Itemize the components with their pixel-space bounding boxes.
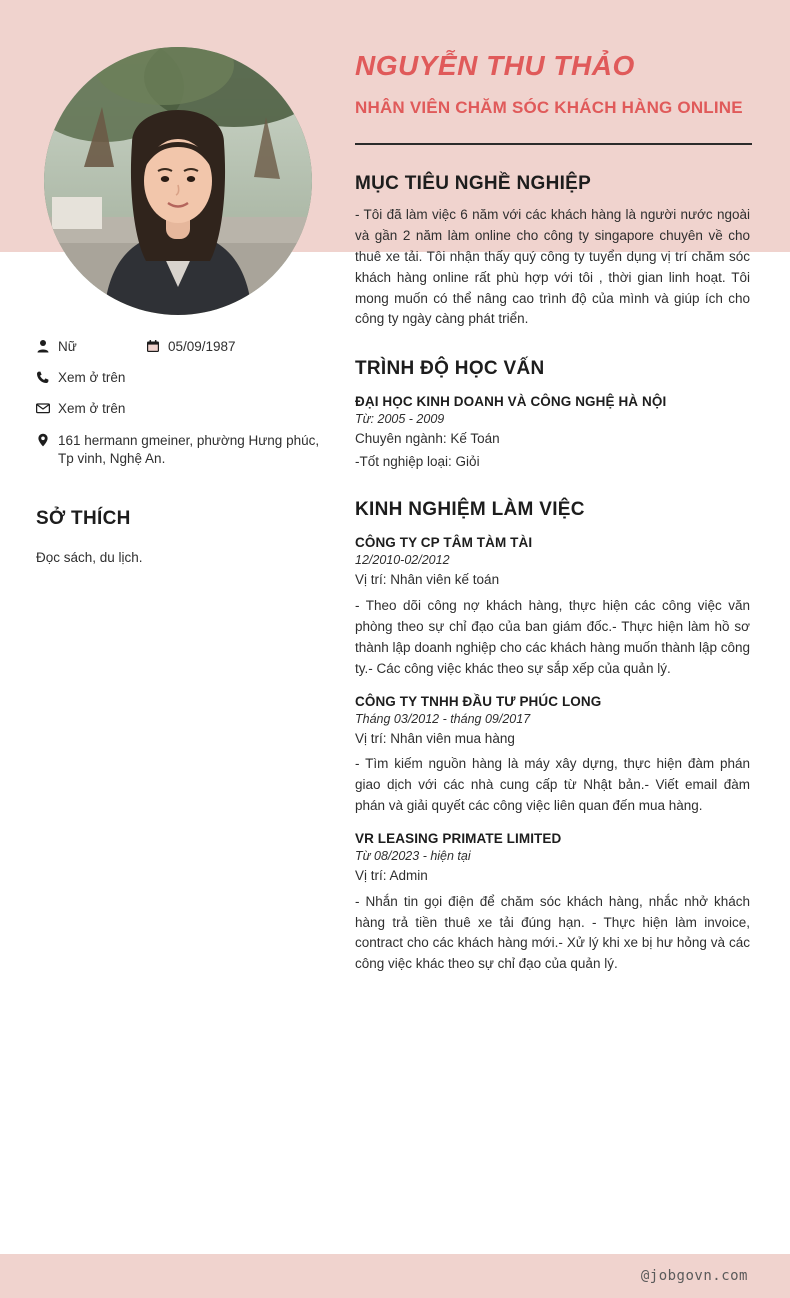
objective-title: MỤC TIÊU NGHỀ NGHIỆP — [355, 172, 592, 194]
birthdate-value: 05/09/1987 — [168, 339, 236, 354]
info-row-email — [36, 400, 326, 418]
hobbies-text: Đọc sách, du lịch. — [36, 550, 143, 565]
page-title: NGUYỄN THU THẢO — [355, 50, 635, 81]
experience-title: KINH NGHIỆM LÀM VIỆC — [355, 499, 585, 521]
education-result: -Tốt nghiệp loại: Giỏi — [355, 453, 480, 469]
footer-band — [0, 1254, 790, 1298]
phone-icon — [36, 369, 58, 384]
location-pin-icon — [36, 432, 58, 447]
right-column — [338, 0, 790, 1001]
experience-entry — [355, 694, 750, 817]
info-gender — [36, 338, 146, 356]
experience-entry — [355, 831, 750, 975]
education-school: ĐẠI HỌC KINH DOANH VÀ CÔNG NGHỆ HÀ NỘI — [355, 394, 667, 410]
contact-info-list — [36, 338, 326, 481]
experience-dates: 12/2010-02/2012 — [355, 553, 450, 568]
experience-company: CÔNG TY TNHH ĐẦU TƯ PHÚC LONG — [355, 693, 602, 709]
title-divider — [355, 143, 752, 145]
calendar-icon — [146, 338, 168, 353]
gender-value: Nữ — [58, 339, 77, 354]
avatar — [44, 47, 312, 315]
education-title: TRÌNH ĐỘ HỌC VẤN — [355, 358, 545, 380]
info-row-phone — [36, 369, 326, 387]
phone-value: Xem ở trên — [58, 370, 126, 386]
section-objective — [355, 173, 750, 331]
experience-position: Vị trí: Admin — [355, 868, 428, 884]
education-dates: Từ: 2005 - 2009 — [355, 412, 445, 427]
experience-position: Vị trí: Nhân viên kế toán — [355, 572, 500, 588]
education-entry — [355, 394, 750, 471]
experience-dates: Từ 08/2023 - hiện tại — [355, 849, 471, 864]
email-value: Xem ở trên — [58, 401, 126, 417]
left-column — [0, 0, 338, 1254]
experience-description: - Theo dõi công nợ khách hàng, thực hiện các công việc văn phòng theo sự chỉ đạo của ban giám đốc.- Thực hiện làm hồ sơ thành lập doanh nghiệp cho các khách hàng muốn thành lập công ty.- Các công việc khác theo sự sắp xếp của quản lý. — [355, 598, 750, 676]
address-value: 161 hermann gmeiner, phường Hưng phúc, Tp vinh, Nghệ An. — [58, 432, 320, 466]
avatar-photo — [44, 47, 312, 315]
hobbies-title: SỞ THÍCH — [36, 508, 131, 529]
info-row-gender-birthdate — [36, 338, 326, 356]
mail-icon — [36, 400, 58, 415]
experience-description: - Nhắn tin gọi điện để chăm sóc khách hàng, nhắc nhở khách hàng trả tiền thuê xe tải đúng hạn. - Thực hiện làm invoice, contract cho các khách hàng mới.- Xử lý khi xe bị hư hỏng và các công việc khác theo sự chỉ đạo của quản lý. — [355, 893, 750, 972]
info-row-address — [36, 432, 326, 468]
experience-company: CÔNG TY CP TÂM TÀM TÀI — [355, 535, 533, 551]
experience-description: - Tìm kiếm nguồn hàng là máy xây dựng, thực hiện đàm phán giao dịch với các nhà cung cấp từ Nhật bản.- Viết email đàm phán và giải quyết các công việc liên quan đến mua hàng. — [355, 756, 750, 814]
person-icon — [36, 338, 58, 353]
experience-entry — [355, 535, 750, 679]
experience-position: Vị trí: Nhân viên mua hàng — [355, 730, 515, 746]
education-major: Chuyên ngành: Kế Toán — [355, 431, 500, 447]
experience-dates: Tháng 03/2012 - tháng 09/2017 — [355, 711, 531, 726]
job-role: NHÂN VIÊN CHĂM SÓC KHÁCH HÀNG ONLINE — [355, 98, 743, 118]
objective-text: - Tôi đã làm việc 6 năm với các khách hàng là người nước ngoài và gần 2 năm làm online cho công ty singapore chuyên về cho thuê xe tải. Tôi nhận thấy quý công ty tuyển dụng vị trí chăm sóc khách hàng online rất phù hợp với tôi , thời gian linh hoạt. Tôi mong muốn có thể nâng cao trình độ của mình và giúp ích cho công ty ngày càng phát triển. — [355, 206, 750, 327]
section-education — [355, 358, 750, 471]
info-birthdate — [146, 338, 326, 356]
experience-company: VR LEASING PRIMATE LIMITED — [355, 831, 562, 847]
watermark: @jobgovn.com — [640, 1268, 748, 1284]
section-experience — [355, 499, 750, 1001]
bottom-spacer — [355, 975, 750, 1001]
